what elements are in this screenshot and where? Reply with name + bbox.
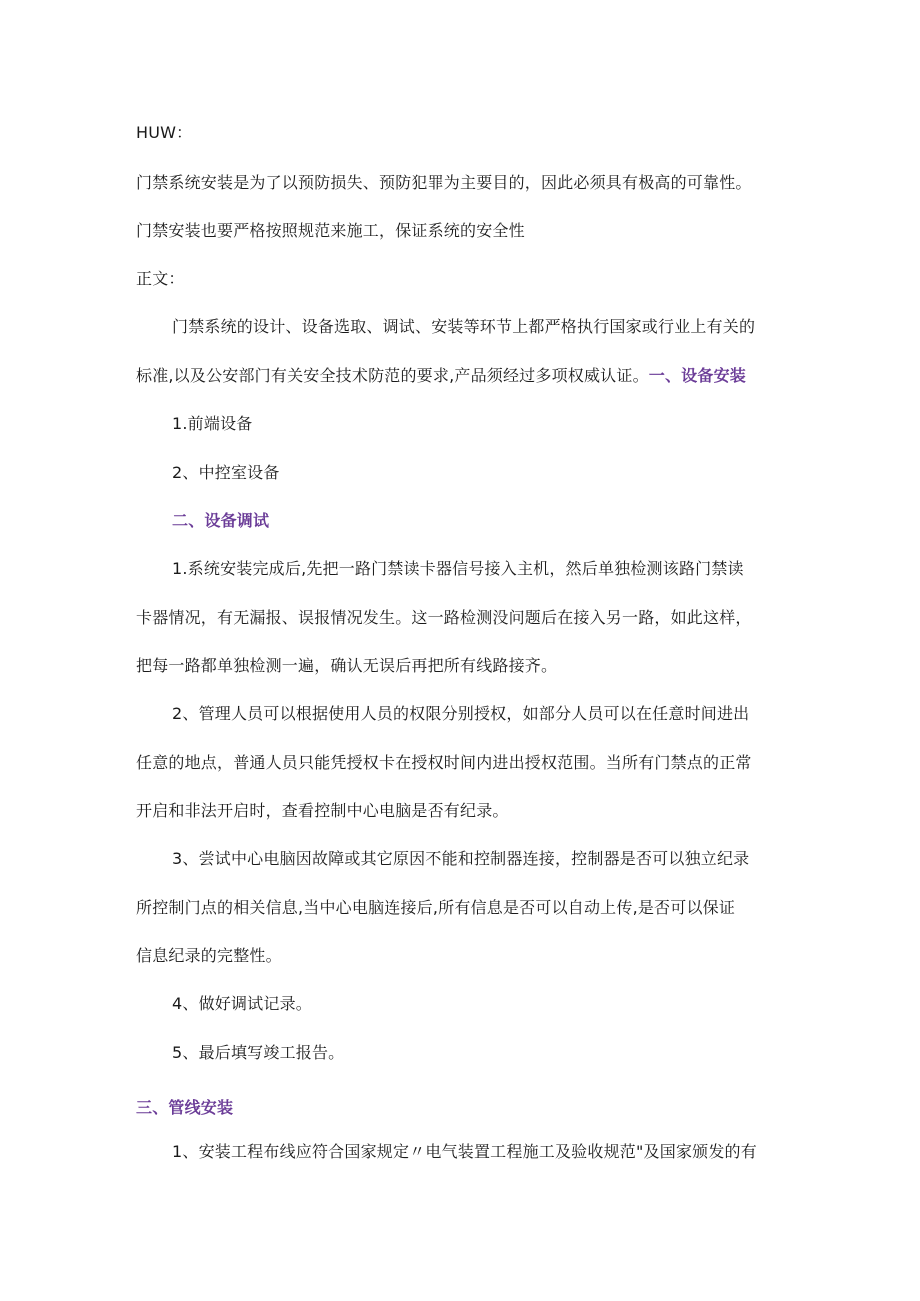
intro-line-2: 门禁安装也要严格按照规范来施工，保证系统的安全性 bbox=[136, 221, 525, 240]
section-3-title: 三、管线安装 bbox=[136, 1098, 234, 1117]
paragraph-1-line-1: 门禁系统的设计、设备选取、调试、安装等环节上都严格执行国家或行业上有关的 bbox=[172, 317, 756, 336]
section-1-item-1: 1.前端设备 bbox=[172, 414, 253, 433]
section-2-item-2-line-3: 开启和非法开启时，查看控制中心电脑是否有纪录。 bbox=[136, 801, 509, 820]
section-1-title: 一、设备安装 bbox=[648, 366, 746, 385]
section-2-item-3-line-3: 信息纪录的完整性。 bbox=[136, 946, 282, 965]
paragraph-1-line-2 bbox=[136, 365, 746, 387]
section-1-item-2: 2、中控室设备 bbox=[172, 463, 280, 482]
section-2-item-3-line-2: 所控制门点的相关信息,当中心电脑连接后,所有信息是否可以自动上传,是否可以保证 bbox=[136, 898, 736, 917]
section-3-item-1-line-1: 1、安装工程布线应符合国家规定〃电气装置工程施工及验收规范"及国家颁发的有 bbox=[172, 1142, 757, 1161]
section-2-title: 二、设备调试 bbox=[172, 511, 270, 530]
section-2-item-2-line-1: 2、管理人员可以根据使用人员的权限分别授权，如部分人员可以在任意时间进出 bbox=[172, 704, 750, 723]
section-2-item-2-line-2: 任意的地点，普通人员只能凭授权卡在授权时间内进出授权范围。当所有门禁点的正常 bbox=[136, 753, 752, 772]
section-2-item-5: 5、最后填写竣工报告。 bbox=[172, 1043, 345, 1062]
intro-line-1: 门禁系统安装是为了以预防损失、预防犯罪为主要目的，因此必须具有极高的可靠性。 bbox=[136, 173, 752, 192]
section-2-item-3-line-1: 3、尝试中心电脑因故障或其它原因不能和控制器连接，控制器是否可以独立纪录 bbox=[172, 849, 750, 868]
intro-label: ΗUW： bbox=[136, 123, 193, 142]
body-label: 正文： bbox=[136, 269, 185, 288]
section-2-item-4: 4、做好调试记录。 bbox=[172, 994, 312, 1013]
section-2-item-1-line-3: 把每一路都单独检测一遍，确认无误后再把所有线路接齐。 bbox=[136, 656, 558, 675]
paragraph-1-text: 标准,以及公安部门有关安全技术防范的要求,产品须经过多项权威认证。 bbox=[136, 366, 649, 385]
section-2-item-1-line-1: 1.系统安装完成后,先把一路门禁读卡器信号接入主机，然后单独检测该路门禁读 bbox=[172, 559, 744, 578]
section-2-item-1-line-2: 卡器情况，有无漏报、误报情况发生。这一路检测没问题后在接入另一路，如此这样， bbox=[136, 608, 752, 627]
